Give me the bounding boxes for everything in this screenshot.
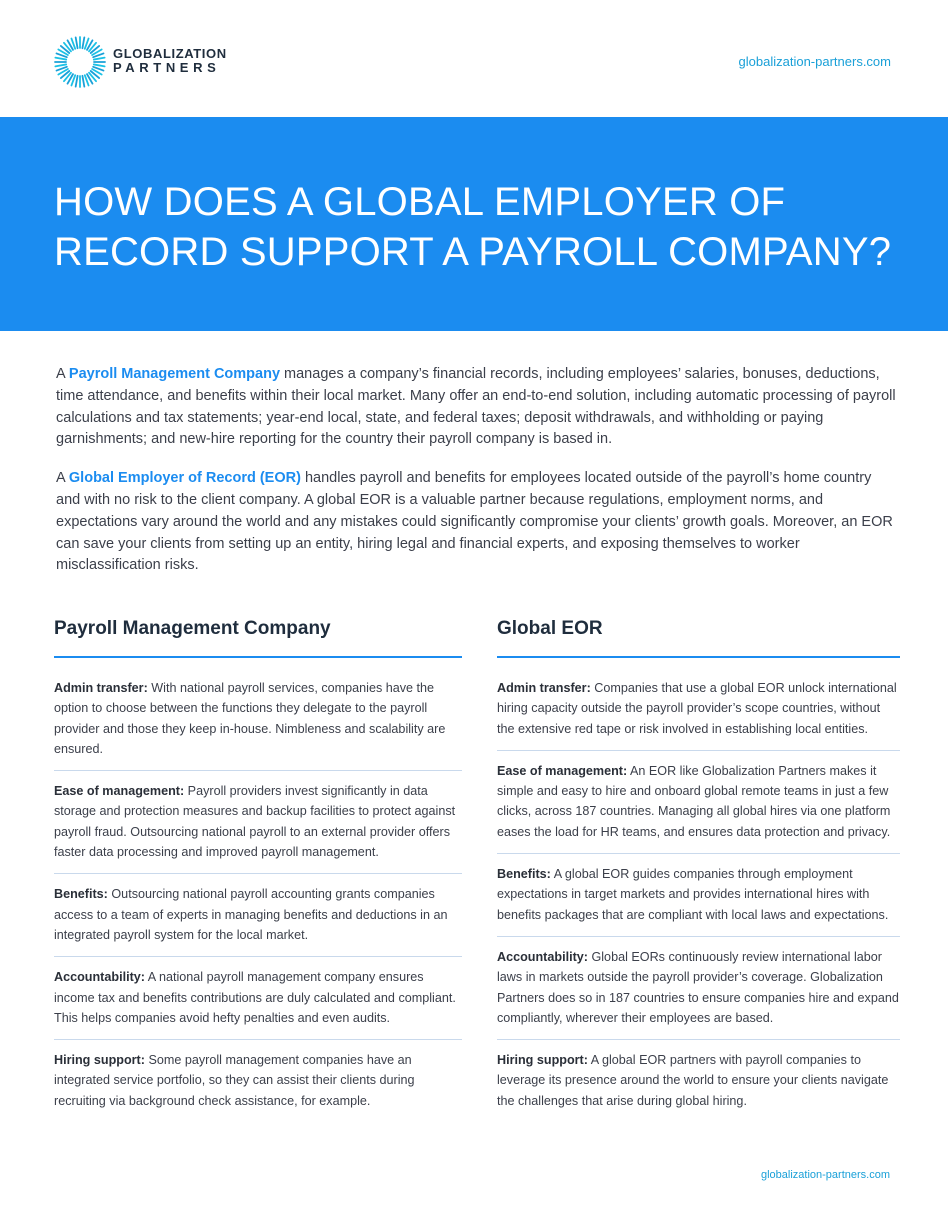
header-site-link[interactable]: globalization-partners.com [738,54,891,69]
payroll-column-divider [54,656,462,658]
item-text: Outsourcing national payroll accounting grants companies access to a team of experts in managing benefits and deductions in an integrated payroll system for the local market. [54,887,448,942]
payroll-item [54,884,462,957]
eor-item [497,947,900,1040]
item-text: An EOR like Globalization Partners makes it simple and easy to hire and onboard global remote teams in just a few clicks, across 187 countries. Managing all global hires via one platform eases the load for HR teams, and ensures data protection and privacy. [497,763,891,839]
item-text: Global EORs continuously review international labor laws in markets outside the payroll provider’s coverage. Globalization Partners does so in 187 countries to ensure companies hire and expand compliantly, wherever their employees are based. [497,949,899,1025]
payroll-item [54,967,462,1040]
payroll-company-column [54,616,462,1132]
global-eor-column [497,616,900,1132]
item-text: Payroll providers invest significantly in data storage and protection measures and backup facilities to protect against payroll fraud. Outsourcing national payroll to an external provider offers faster data processing and improved payroll management. [54,784,456,860]
item-label: Benefits: [54,887,108,902]
eor-item [497,761,900,854]
page-title: HOW DOES A GLOBAL EMPLOYER OF RECORD SUPPORT A PAYROLL COMPANY? [54,180,892,274]
item-label: Ease of management: [497,763,628,778]
intro-p2-prefix: A [56,470,69,487]
item-label: Ease of management: [54,784,185,799]
payroll-item [54,678,462,771]
intro-paragraph-eor [56,468,896,577]
payroll-company-highlight: Payroll Management Company [68,366,281,382]
item-label: Hiring support: [54,1053,145,1068]
eor-item [497,864,900,937]
logo-wordmark [113,47,227,75]
globalization-partners-logo-icon [54,36,106,88]
item-label: Accountability: [54,970,145,985]
payroll-column-title: Payroll Management Company [54,618,331,639]
eor-column-divider [497,656,900,658]
intro-p1-prefix: A [56,366,69,382]
eor-column-items [497,678,900,1122]
eor-item [497,678,900,751]
page-header [0,0,948,117]
payroll-column-items [54,678,462,1122]
item-text: A national payroll management company ensures income tax and benefits contributions are duly calculated and compliant. This helps companies avoid hefty penalties and even audits. [54,970,456,1025]
intro-p1-text: manages a company’s financial records, including employees’ salaries, bonuses, deductions, time attendance, and benefits within their local market. Many offer an end-to-end solution, including automatic processing of payroll calculations and tax statements; year-end local, state, and federal taxes; deposit withdrawals, and withholding or paying garnishments; and new-hire reporting for the country their payroll company is based in. [56,366,896,448]
item-label: Benefits: [497,867,551,882]
intro-p2-text: handles payroll and benefits for employees located outside of the payroll’s home country and with no risk to the client company. A global EOR is a valuable partner because regulations, employment norms, and expectations vary around the world and any mistakes could significantly compromise your clients’ growth goals. Moreover, an EOR can save your clients from setting up an entity, hiring legal and financial experts, and exposing themselves to worker misclassification risks. [56,470,893,574]
intro-paragraph-payroll [56,364,896,451]
payroll-item [54,1050,462,1122]
footer-site-link[interactable]: globalization-partners.com [760,1169,890,1181]
item-text: A global EOR partners with payroll companies to leverage its presence around the world to ensure your clients navigate the challenges that arise during global hiring. [497,1053,889,1108]
item-text: Some payroll management companies have an integrated service portfolio, so they can assist their clients during recruiting via background check assistance, for example. [54,1053,415,1108]
item-label: Admin transfer: [54,681,148,695]
intro-section [56,364,896,594]
eor-highlight: Global Employer of Record (EOR) [68,470,301,487]
item-label: Admin transfer: [497,681,591,695]
item-text: Companies that use a global EOR unlock international hiring capacity outside the payroll provider’s scope countries, without the extensive red tape or risk involved in establishing local entities. [497,681,897,736]
title-banner [0,117,948,331]
payroll-item [54,781,462,874]
item-text: With national payroll services, companies have the option to choose between the functions they delegate to the payroll provider and those they keep in-house. Nimbleness and scalability are ensured. [54,681,446,756]
eor-column-title: Global EOR [497,618,603,639]
item-text: A global EOR guides companies through employment expectations in target markets and provides international hires with benefits packages that are compliant with local laws and expectations. [497,867,889,922]
item-label: Hiring support: [497,1053,588,1068]
item-label: Accountability: [497,949,588,964]
eor-item [497,1050,900,1122]
logo-line-2: PARTNERS [113,60,221,75]
logo-line-1: GLOBALIZATION [113,46,227,61]
